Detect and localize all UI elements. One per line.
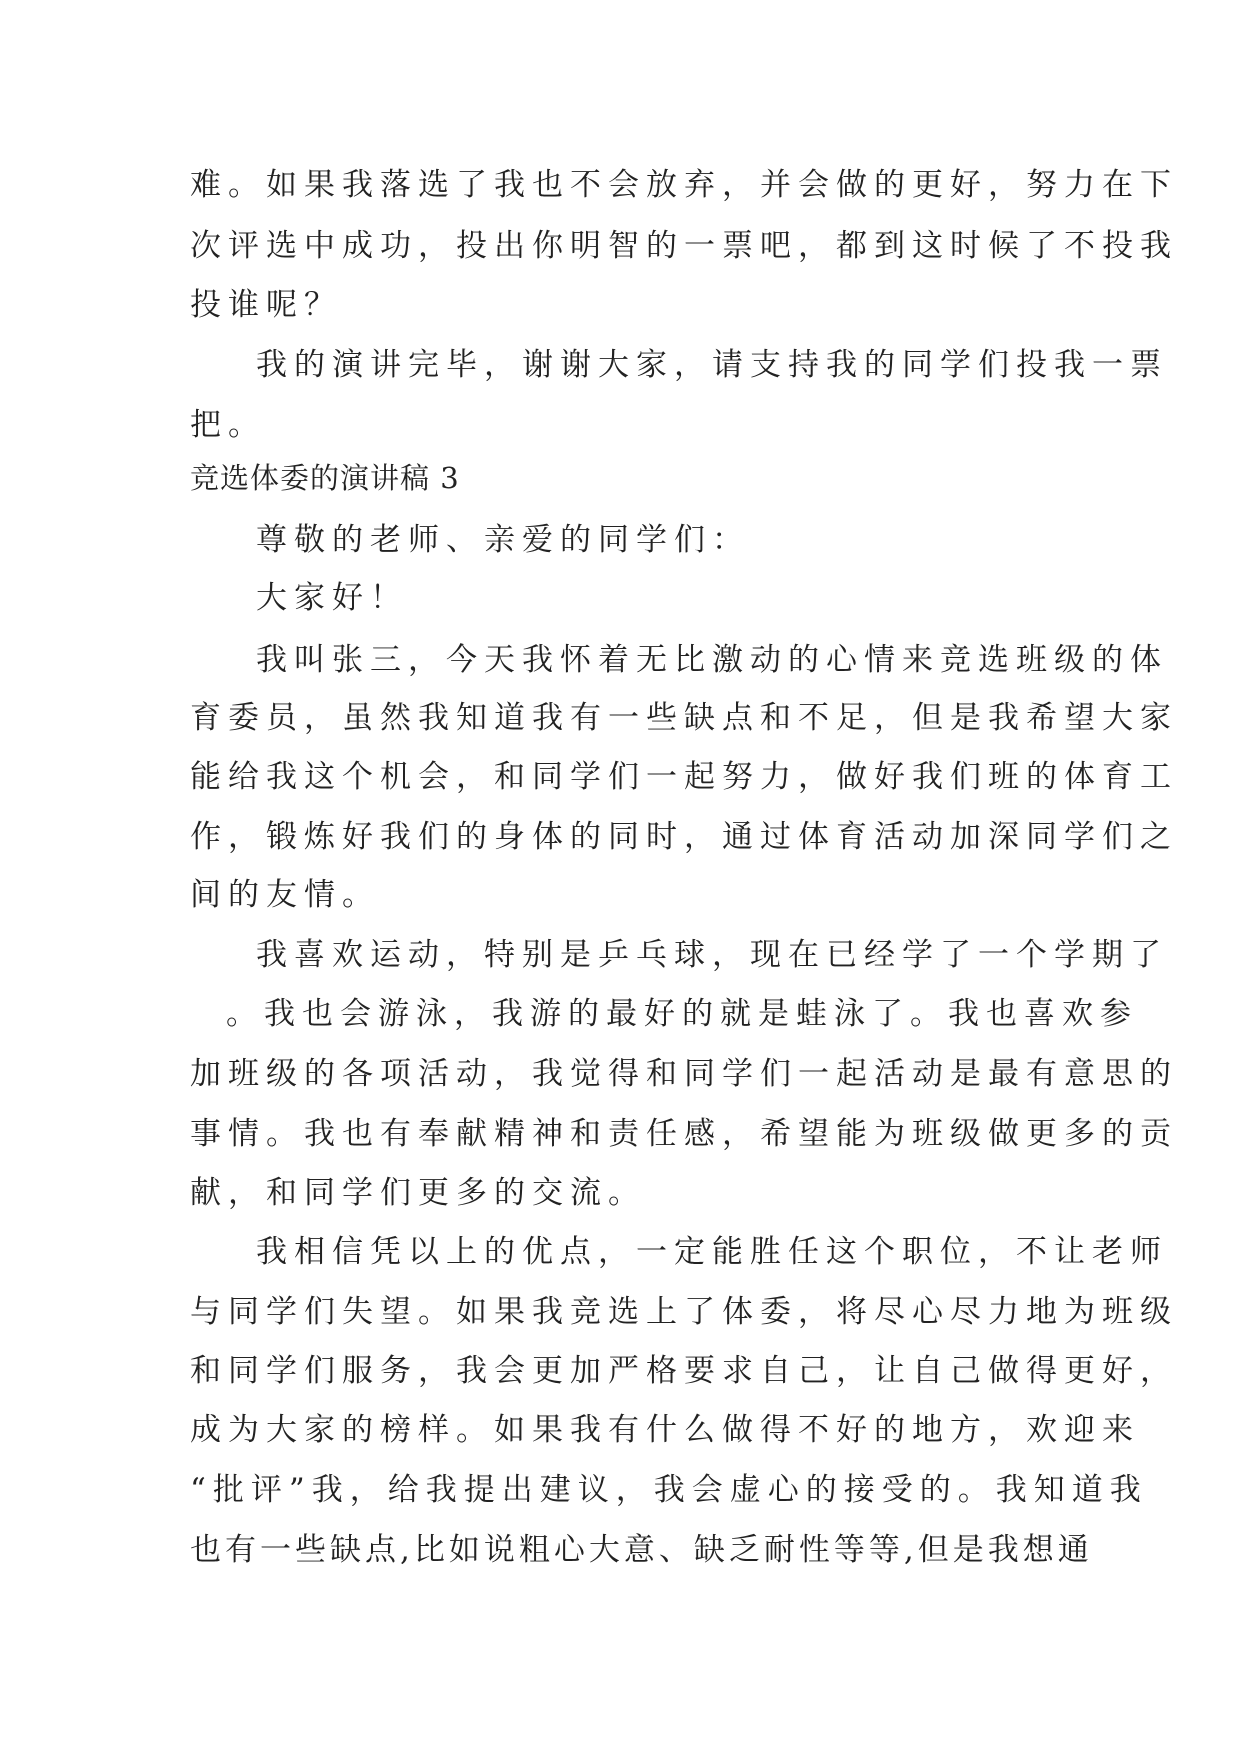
text-line: 作，锻炼好我们的身体的同时，通过体育活动加深同学们之 bbox=[190, 819, 1178, 855]
text-line: 把。 bbox=[190, 407, 266, 443]
text-line: 我叫张三，今天我怀着无比激动的心情来竞选班级的体 bbox=[256, 642, 1168, 678]
text-line: 投谁呢？ bbox=[190, 287, 342, 323]
salutation: 尊敬的老师、亲爱的同学们： bbox=[256, 522, 750, 558]
greeting: 大家好！ bbox=[256, 580, 408, 616]
text-line: 能给我这个机会，和同学们一起努力，做好我们班的体育工 bbox=[190, 759, 1178, 795]
text-line: 成为大家的榜样。如果我有什么做得不好的地方，欢迎来 bbox=[190, 1412, 1140, 1448]
section-heading: 竞选体委的演讲稿 3 bbox=[190, 461, 460, 495]
text-line: 难。如果我落选了我也不会放弃，并会做的更好，努力在下 bbox=[190, 167, 1178, 203]
text-line: 和同学们服务，我会更加严格要求自己，让自己做得更好， bbox=[190, 1353, 1178, 1389]
text-line: 间的友情。 bbox=[190, 877, 380, 913]
text-line: 事情。我也有奉献精神和责任感，希望能为班级做更多的贡 bbox=[190, 1116, 1178, 1152]
text-line: 我的演讲完毕，谢谢大家，请支持我的同学们投我一票 bbox=[256, 347, 1168, 383]
text-line: 也有一些缺点,比如说粗心大意、缺乏耐性等等,但是我想通 bbox=[190, 1532, 1093, 1568]
text-line: 加班级的各项活动，我觉得和同学们一起活动是最有意思的 bbox=[190, 1056, 1178, 1092]
text-line: “批评”我，给我提出建议，我会虚心的接受的。我知道我 bbox=[190, 1472, 1148, 1508]
text-line: 我喜欢运动，特别是乒乓球，现在已经学了一个学期了 bbox=[256, 937, 1168, 973]
text-line: 。我也会游泳，我游的最好的就是蛙泳了。我也喜欢参 bbox=[226, 996, 1138, 1032]
text-line: 与同学们失望。如果我竞选上了体委，将尽心尽力地为班级 bbox=[190, 1294, 1178, 1330]
text-line: 育委员，虽然我知道我有一些缺点和不足，但是我希望大家 bbox=[190, 700, 1178, 736]
text-line: 献，和同学们更多的交流。 bbox=[190, 1175, 646, 1211]
text-line: 次评选中成功，投出你明智的一票吧，都到这时候了不投我 bbox=[190, 228, 1178, 264]
text-line: 我相信凭以上的优点，一定能胜任这个职位，不让老师 bbox=[256, 1234, 1168, 1270]
